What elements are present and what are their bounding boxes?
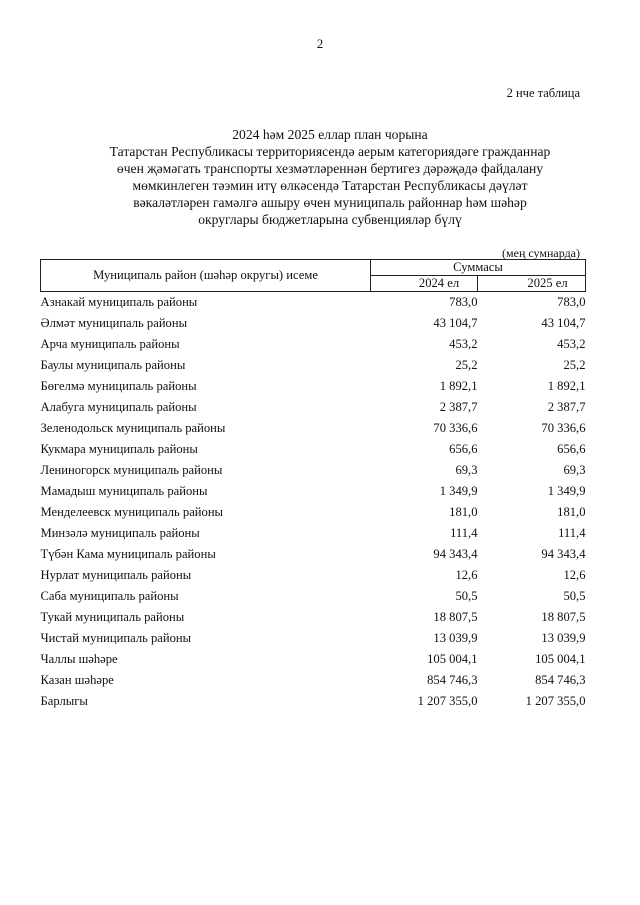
row-name: Мамадыш муниципаль районы [40,484,208,498]
table-row [41,586,586,607]
unit-note: (мең сумнарда) [502,246,580,260]
table-row [41,607,586,628]
row-name: Арча муниципаль районы [40,337,180,351]
row-value-2025: 18 807,5 [541,610,586,624]
row-name: Түбән Кама муниципаль районы [40,547,216,561]
table-reference: 2 нче таблица [506,86,580,100]
row-name: Чаллы шәһәре [40,652,118,666]
row-name: Барлыгы [40,694,88,708]
table-body [41,292,586,713]
row-name: Баулы муниципаль районы [40,358,186,372]
row-value-2024: 453,2 [449,337,478,351]
table-row [41,481,586,502]
title-line: Татарстан Республикасы территориясендә аерым категориядәге гражданнар [109,144,551,159]
table-row [41,376,586,397]
row-name: Саба муниципаль районы [40,589,179,603]
row-value-2024: 1 892,1 [439,379,478,393]
header-name: Муниципаль район (шәһәр округы) исеме [41,260,371,292]
row-value-2025: 656,6 [557,442,586,456]
row-name: Чистай муниципаль районы [40,631,192,645]
table-row [41,628,586,649]
title-line: вәкаләтләрен гамәлгә ашыру өчен муниципаль районнар һәм шәһәр [133,195,527,210]
row-name: Алабуга муниципаль районы [40,400,197,414]
table-row [41,439,586,460]
document-title [60,126,600,228]
row-value-2024: 70 336,6 [433,421,478,435]
table-row [41,523,586,544]
row-value-2024: 2 387,7 [439,400,478,414]
table-row [41,397,586,418]
title-line: мөмкинлеген тәэмин итү өлкәсендә Татарстан Республикасы дәүләт [132,178,528,193]
row-name: Менделеевск муниципаль районы [40,505,224,519]
row-value-2024: 854 746,3 [427,673,478,687]
row-name: Кукмара муниципаль районы [40,442,198,456]
row-name: Зеленодольск муниципаль районы [40,421,226,435]
table-row [41,691,586,712]
row-value-2025: 50,5 [563,589,586,603]
row-value-2024: 656,6 [449,442,478,456]
row-value-2024: 50,5 [455,589,478,603]
row-value-2024: 13 039,9 [433,631,478,645]
table-row [41,313,586,334]
title-line: өчен җәмәгать транспорты хезмәтләреннән бертигез дәрәҗәдә файдалану [116,161,544,176]
title-line: 2024 һәм 2025 еллар план чорына [232,127,428,142]
row-value-2025: 69,3 [563,463,586,477]
row-value-2025: 12,6 [563,568,586,582]
page-number: 2 [316,36,324,51]
row-value-2024: 1 349,9 [439,484,478,498]
header-year-2025: 2025 ел [478,276,586,292]
row-value-2024: 1 207 355,0 [417,694,478,708]
row-value-2025: 105 004,1 [535,652,586,666]
row-value-2025: 70 336,6 [541,421,586,435]
row-value-2025: 2 387,7 [547,400,586,414]
row-value-2025: 94 343,4 [541,547,586,561]
row-value-2024: 25,2 [455,358,478,372]
row-name: Минзәлә муниципаль районы [40,526,200,540]
row-value-2025: 1 892,1 [547,379,586,393]
header-year-2024: 2024 ел [371,276,478,292]
table-row [41,334,586,355]
row-value-2025: 783,0 [557,295,586,309]
row-value-2024: 181,0 [449,505,478,519]
row-value-2025: 111,4 [558,526,586,540]
row-value-2024: 43 104,7 [433,316,478,330]
title-line: округлары бюджетларына субвенцияләр бүлү [198,212,462,227]
row-value-2025: 13 039,9 [541,631,586,645]
table-row [41,355,586,376]
row-value-2025: 1 349,9 [547,484,586,498]
row-value-2025: 25,2 [563,358,586,372]
table-row [41,649,586,670]
table-row [41,502,586,523]
row-name: Тукай муниципаль районы [40,610,185,624]
table-row [41,670,586,691]
row-name: Казан шәһәре [40,673,114,687]
row-value-2024: 12,6 [455,568,478,582]
row-value-2024: 18 807,5 [433,610,478,624]
table-row [41,418,586,439]
row-value-2024: 105 004,1 [427,652,478,666]
row-name: Нурлат муниципаль районы [40,568,192,582]
row-name: Әлмәт муниципаль районы [40,316,188,330]
row-value-2024: 69,3 [455,463,478,477]
row-name: Бөгелмә муниципаль районы [40,379,197,393]
table-row [41,565,586,586]
row-name: Лениногорск муниципаль районы [40,463,223,477]
row-value-2024: 111,4 [450,526,478,540]
table-row [41,544,586,565]
row-value-2025: 43 104,7 [541,316,586,330]
subvention-table [40,259,586,712]
row-value-2025: 453,2 [557,337,586,351]
row-value-2025: 181,0 [557,505,586,519]
row-value-2024: 783,0 [449,295,478,309]
table-row [41,292,586,314]
row-value-2024: 94 343,4 [433,547,478,561]
row-name: Азнакай муниципаль районы [40,295,198,309]
table-row [41,460,586,481]
header-sum: Суммасы [371,260,586,276]
row-value-2025: 1 207 355,0 [525,694,586,708]
row-value-2025: 854 746,3 [535,673,586,687]
